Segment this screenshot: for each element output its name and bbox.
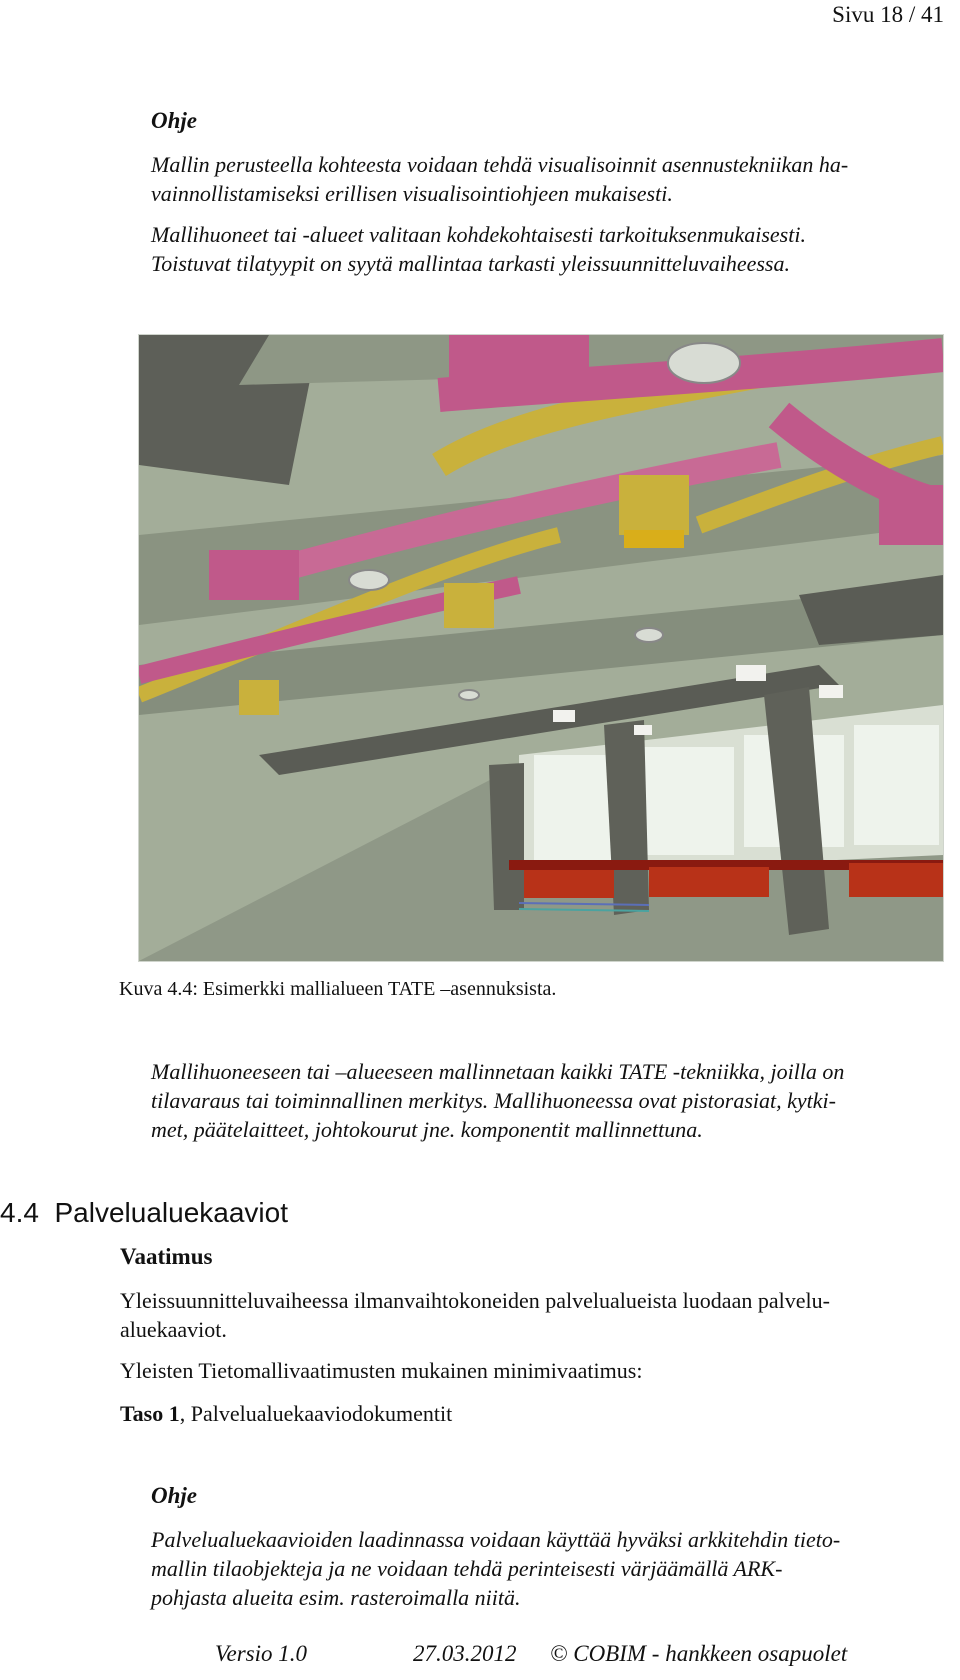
section-number: 4.4 [0,1197,39,1228]
figure-caption: Kuva 4.4: Esimerkki mallialueen TATE –asennuksista. [119,978,557,1000]
installation-model-figure [138,334,944,962]
ohje2-paragraph [151,1525,840,1612]
page-number: Sivu 18 / 41 [832,2,944,27]
taso-line [120,1399,452,1428]
text-line: pohjasta alueita esim. rasteroimalla niitä. [151,1585,521,1610]
taso-label: Taso 1 [120,1401,180,1426]
section-title: Palvelualuekaaviot [54,1197,288,1228]
text-line: Mallihuoneeseen tai –alueeseen mallinnetaan kaikki TATE -tekniikka, joilla on [151,1059,845,1084]
text-line: aluekaaviot. [120,1317,227,1342]
footer-version: Versio 1.0 [215,1641,307,1666]
text-line: Mallin perusteella kohteesta voidaan tehdä visualisoinnit asennustekniikan ha- [151,152,849,177]
text-line: vainnollistamiseksi erillisen visualisointiohjeen mukaisesti. [151,181,673,206]
min-requirement-text: Yleisten Tietomallivaatimusten mukainen minimivaatimus: [120,1358,643,1383]
taso-text: , Palvelualuekaaviodokumentit [179,1401,453,1426]
vaatimus-heading: Vaatimus [120,1244,213,1269]
text-line: tilavaraus tai toiminnallinen merkitys. Mallihuoneessa ovat pistorasiat, kytki- [151,1088,836,1113]
ohje-heading: Ohje [151,108,197,133]
ohje-paragraph-2 [151,220,806,278]
footer-copyright: © COBIM - hankkeen osapuolet [550,1641,848,1666]
text-line: Palvelualuekaavioiden laadinnassa voidaan käyttää hyväksi arkkitehdin tieto- [151,1527,841,1552]
text-line: Toistuvat tilatyypit on syytä mallintaa tarkasti yleissuunnitteluvaiheessa. [151,251,790,276]
section-heading [0,1197,288,1229]
ohje-paragraph-1 [151,150,848,208]
text-line: met, päätelaitteet, johtokourut jne. komponentit mallinnettuna. [151,1117,703,1142]
ohje2-heading: Ohje [151,1483,197,1508]
text-line: Mallihuoneet tai -alueet valitaan kohdekohtaisesti tarkoituksenmukaisesti. [151,222,806,247]
footer-date: 27.03.2012 [413,1641,517,1666]
mallihuone-paragraph [151,1057,844,1144]
vaatimus-paragraph [120,1286,830,1344]
text-line: Yleissuunnitteluvaiheessa ilmanvaihtokoneiden palvelualueista luodaan palvelu- [120,1288,830,1313]
model-render-image [139,335,943,961]
text-line: mallin tilaobjekteja ja ne voidaan tehdä perinteisesti värjäämällä ARK- [151,1556,783,1581]
